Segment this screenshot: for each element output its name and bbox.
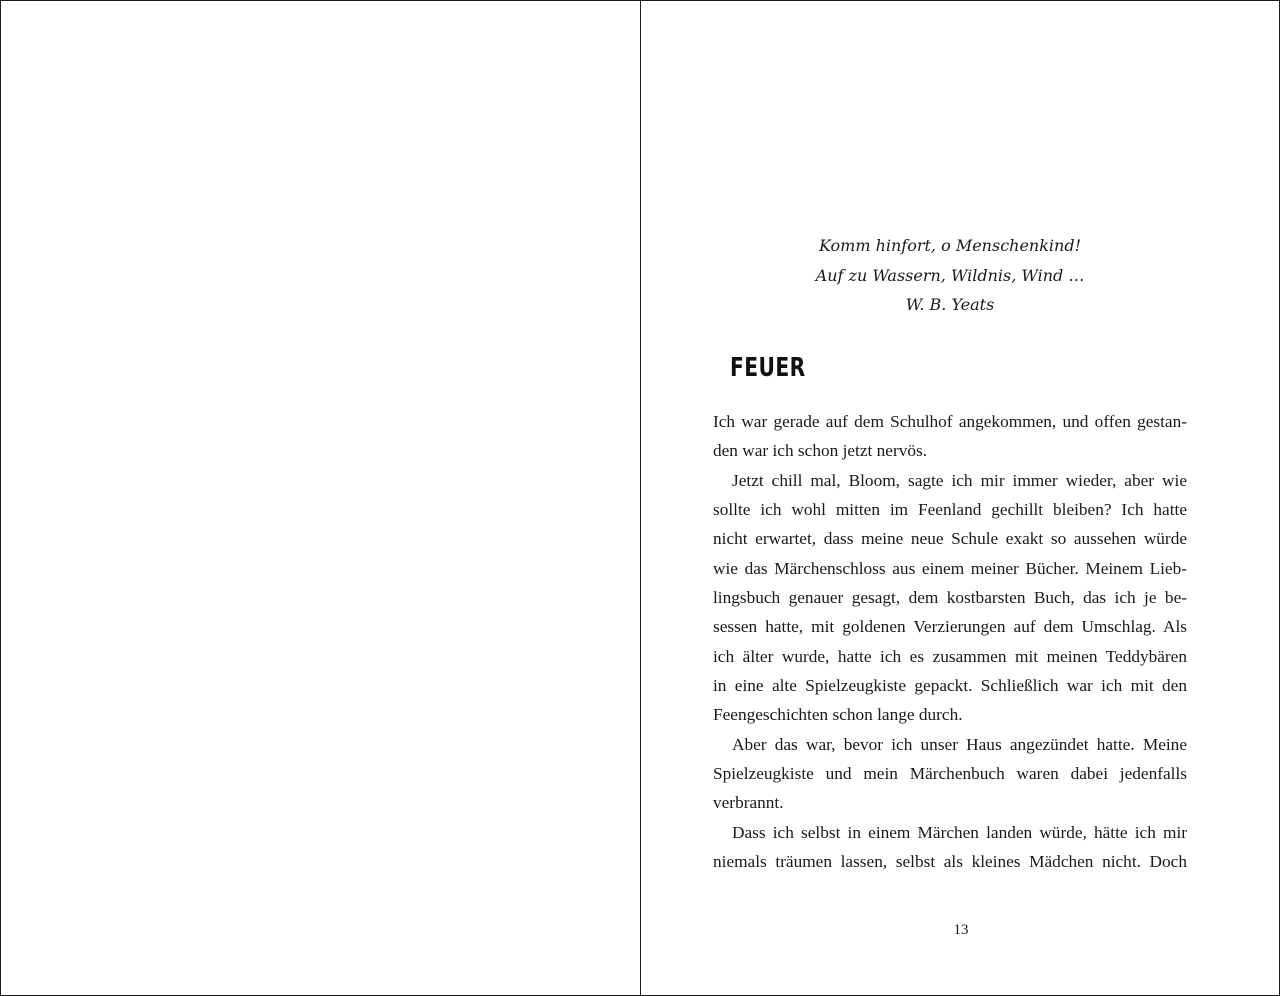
- chapter-title: FEUER: [730, 353, 806, 383]
- left-page-blank: [1, 1, 640, 995]
- epigraph: [713, 231, 1187, 320]
- body-line: Ich war gerade auf dem Schulhof angekommen, und offen gestan-: [713, 412, 1187, 431]
- body-line: Jetzt chill mal, Bloom, sagte ich mir immer wieder, aber wie: [732, 470, 1187, 490]
- body-line: nicht erwartet, dass meine neue Schule exakt so aussehen würde: [713, 529, 1187, 549]
- body-line: Spielzeugkiste und mein Märchenbuch waren dabei jedenfalls: [713, 764, 1187, 784]
- body-line: den war ich schon jetzt nervös.: [713, 441, 928, 461]
- body-line: in eine alte Spielzeugkiste gepackt. Schließlich war ich mit den: [713, 676, 1187, 696]
- chapter-body: [713, 407, 1187, 877]
- epigraph-author: W. B. Yeats: [905, 295, 995, 314]
- page-number: 13: [953, 922, 969, 938]
- body-line: niemals träumen lassen, selbst als kleines Mädchen nicht. Doch: [713, 852, 1187, 872]
- epigraph-line: Komm hinfort, o Menschenkind!: [818, 236, 1082, 255]
- body-line: sessen hatte, mit goldenen Verzierungen auf dem Umschlag. Als: [713, 617, 1187, 637]
- body-line: wie das Märchenschloss aus einem meiner Bücher. Meinem Lieb-: [713, 558, 1187, 578]
- right-page: [641, 1, 1279, 995]
- body-line: Dass ich selbst in einem Märchen landen würde, hätte ich mir: [732, 822, 1187, 842]
- epigraph-line: Auf zu Wassern, Wildnis, Wind …: [815, 265, 1085, 285]
- body-line: verbrannt.: [713, 793, 784, 813]
- body-line: lingsbuch genauer gesagt, dem kostbarsten Buch, das ich je be-: [713, 588, 1187, 608]
- body-line: ich älter wurde, hatte ich es zusammen mit meinen Teddybären: [713, 646, 1187, 666]
- body-line: Aber das war, bevor ich unser Haus angezündet hatte. Meine: [732, 734, 1187, 754]
- body-line: Feengeschichten schon lange durch.: [713, 705, 963, 725]
- body-line: sollte ich wohl mitten im Feenland gechillt bleiben? Ich hatte: [713, 500, 1187, 520]
